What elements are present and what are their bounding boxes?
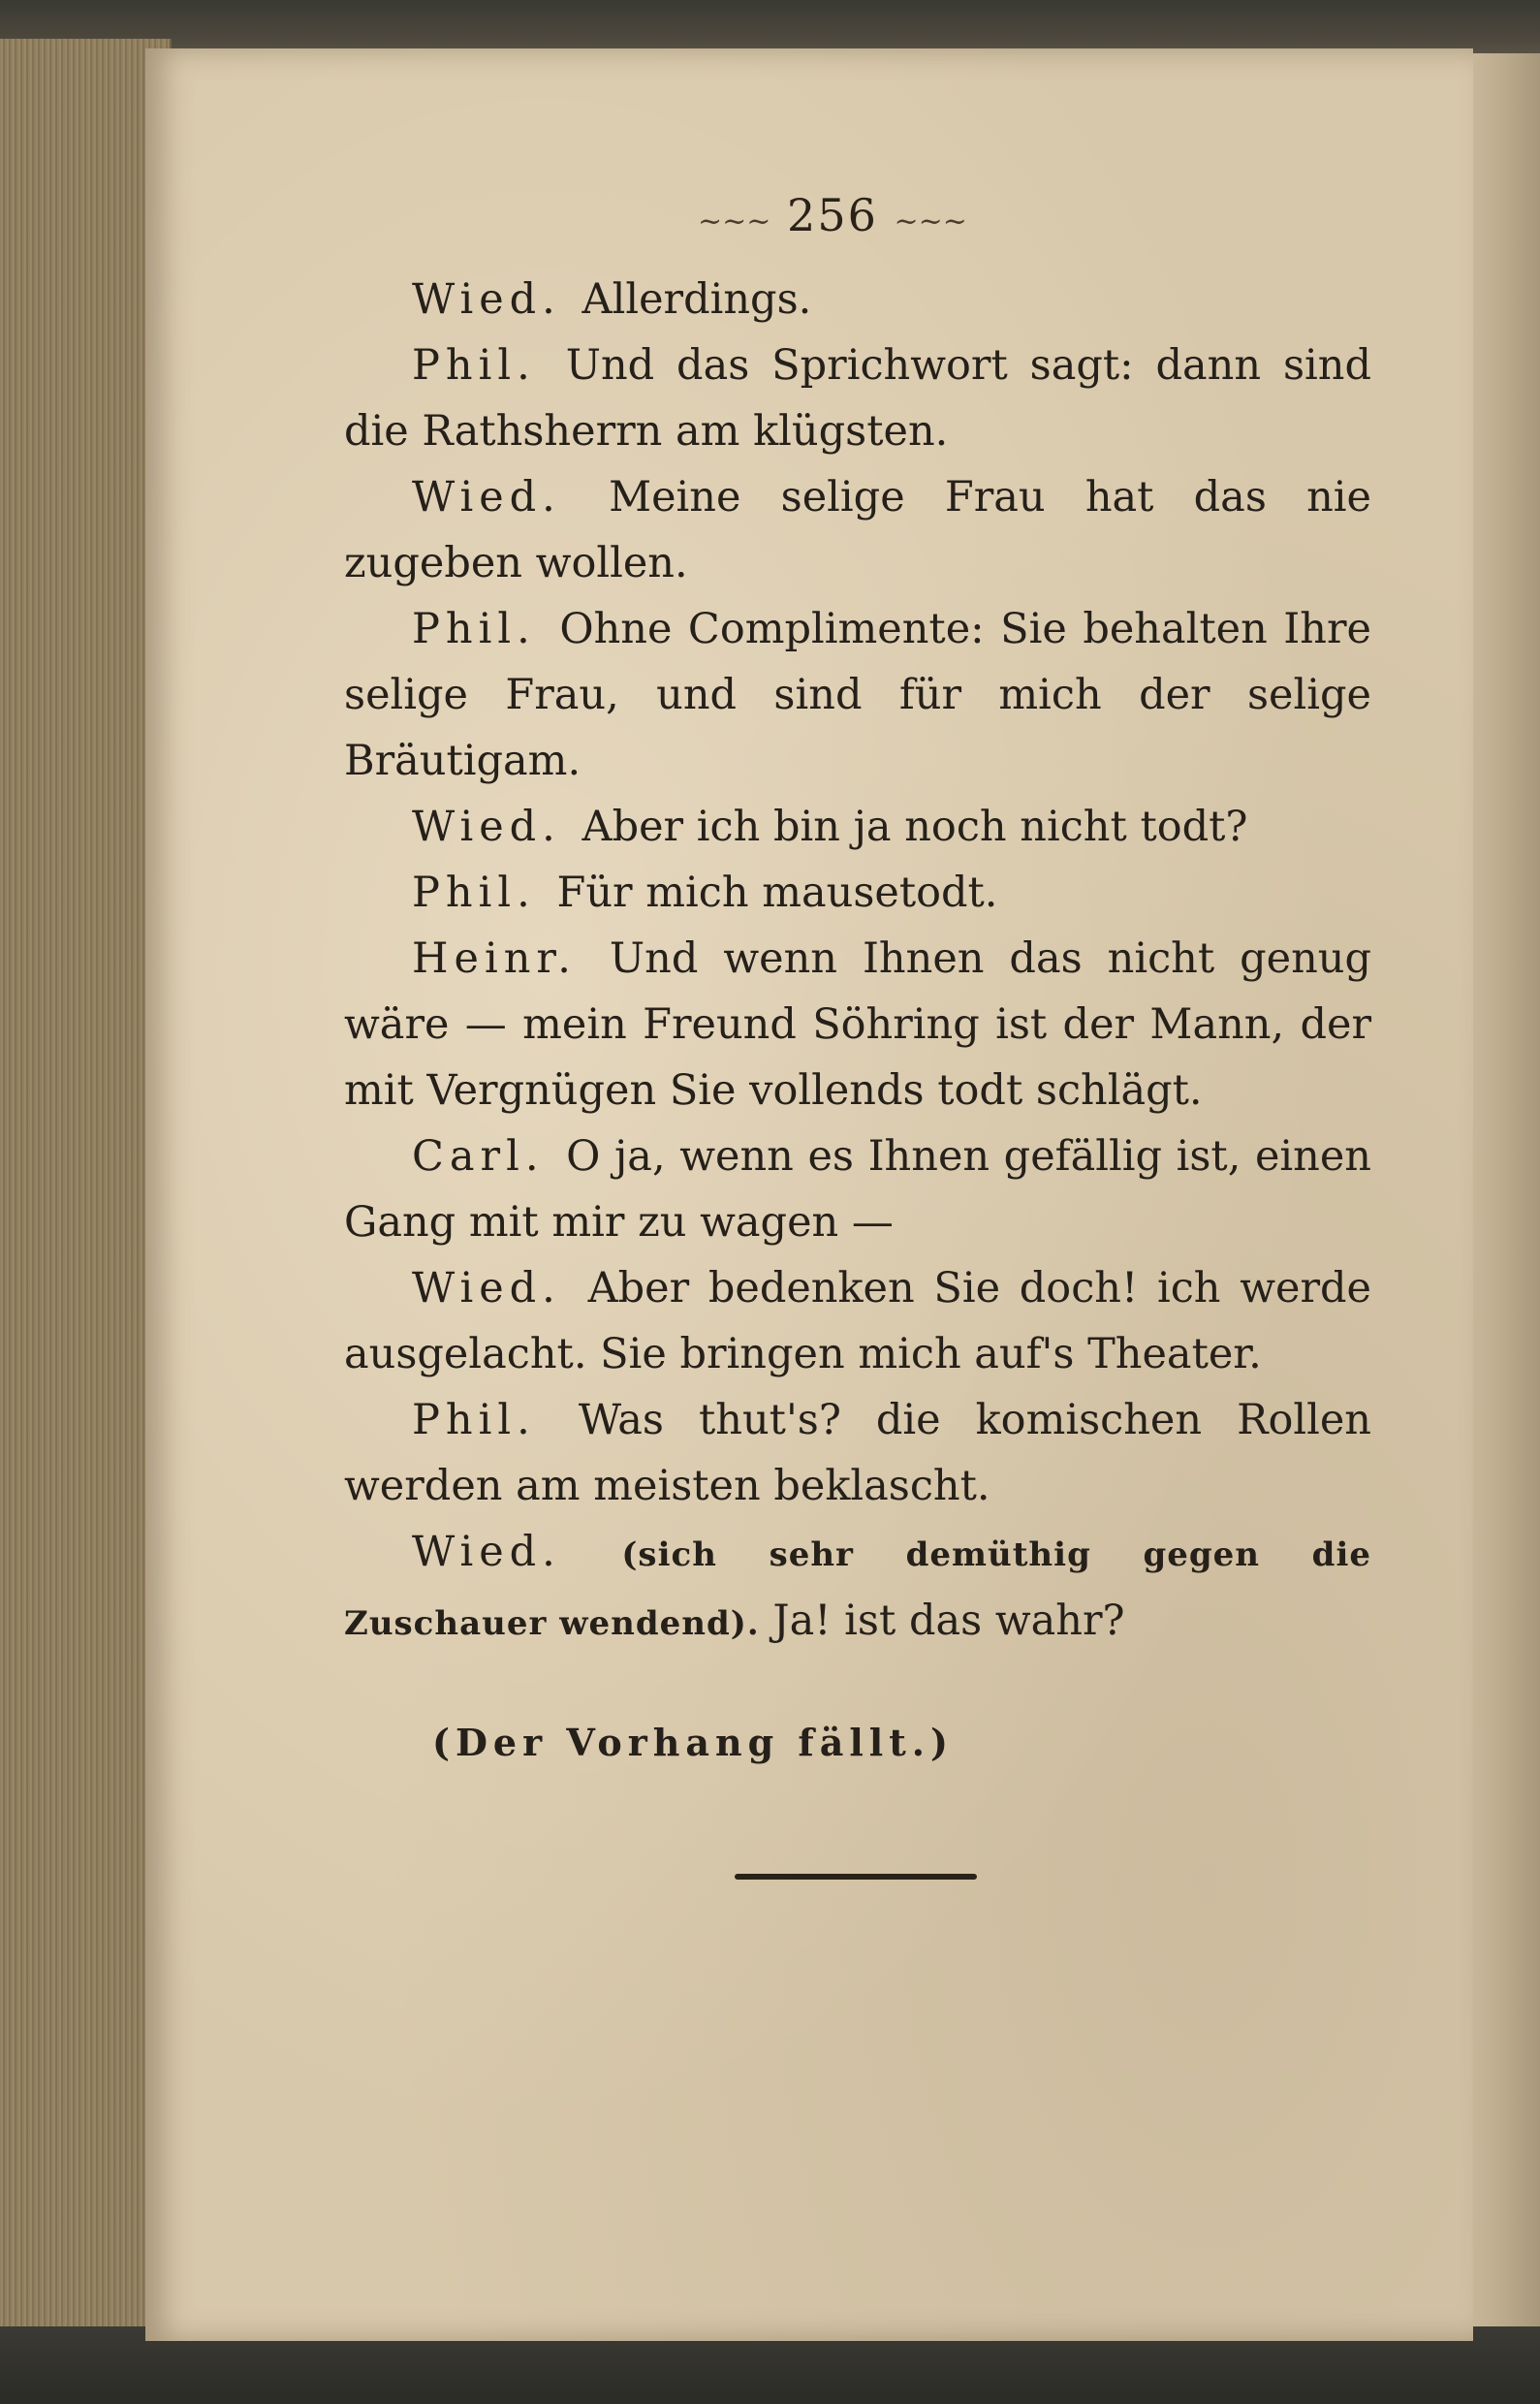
dialogue-line xyxy=(344,860,1371,926)
speaker-name: Carl. xyxy=(412,1132,545,1181)
dialogue-line xyxy=(344,267,1371,332)
dialogue-line-final xyxy=(344,1519,1371,1657)
end-rule xyxy=(735,1874,977,1880)
line-text: Allerdings. xyxy=(581,275,812,324)
speaker-name: Wied. xyxy=(412,473,561,522)
speaker-name: Phil. xyxy=(412,341,536,390)
line-text: Für mich mausetodt. xyxy=(556,869,998,917)
dialogue-line xyxy=(344,1123,1371,1255)
dialogue-text xyxy=(344,267,1371,1657)
line-text: Ja! ist das wahr? xyxy=(772,1597,1125,1645)
line-text: Meine selige Frau hat das nie zugeben wollen. xyxy=(344,473,1371,587)
page-edge-right xyxy=(1468,53,1540,2326)
dialogue-line xyxy=(344,1387,1371,1519)
dialogue-line xyxy=(344,1255,1371,1387)
line-text: Ohne Complimente: Sie behalten Ihre selige Frau, und sind für mich der selige Bräutigam. xyxy=(344,605,1371,785)
stage-direction: (sich sehr demüthig gegen die Zuschauer wendend). xyxy=(344,1535,1372,1643)
dialogue-line xyxy=(344,794,1371,860)
speaker-name: Heinr. xyxy=(412,934,577,983)
dialogue-line xyxy=(344,596,1371,794)
speaker-name: Phil. xyxy=(412,869,536,917)
line-text: Aber bedenken Sie doch! ich werde ausgelacht. Sie bringen mich auf's Theater. xyxy=(344,1264,1371,1378)
header-ornament-left: ~~~ xyxy=(698,205,771,238)
dialogue-line xyxy=(344,464,1371,596)
speaker-name: Phil. xyxy=(412,1396,536,1444)
speaker-name: Wied. xyxy=(412,803,561,851)
line-text: Und wenn Ihnen das nicht genug wäre — mein Freund Söhring ist der Mann, der mit Vergnügen Sie vollends todt schlägt. xyxy=(344,934,1372,1115)
line-text: Was thut's? die komischen Rollen werden am meisten beklascht. xyxy=(344,1396,1371,1510)
curtain-direction: (Der Vorhang fällt.) xyxy=(432,1721,954,1764)
line-text: Und das Sprichwort sagt: dann sind die Rathsherrn am klügsten. xyxy=(344,341,1371,456)
speaker-name: Wied. xyxy=(412,1264,561,1313)
speaker-name: Wied. xyxy=(412,1528,561,1576)
line-text: O ja, wenn es Ihnen gefällig ist, einen Gang mit mir zu wagen — xyxy=(344,1132,1371,1247)
dialogue-line xyxy=(344,332,1371,464)
speaker-name: Wied. xyxy=(412,275,561,324)
page-header xyxy=(698,189,967,241)
speaker-name: Phil. xyxy=(412,605,536,653)
header-ornament-right: ~~~ xyxy=(894,205,967,238)
dialogue-line xyxy=(344,926,1371,1123)
page-number: 256 xyxy=(787,189,878,241)
line-text: Aber ich bin ja noch nicht todt? xyxy=(581,803,1248,851)
